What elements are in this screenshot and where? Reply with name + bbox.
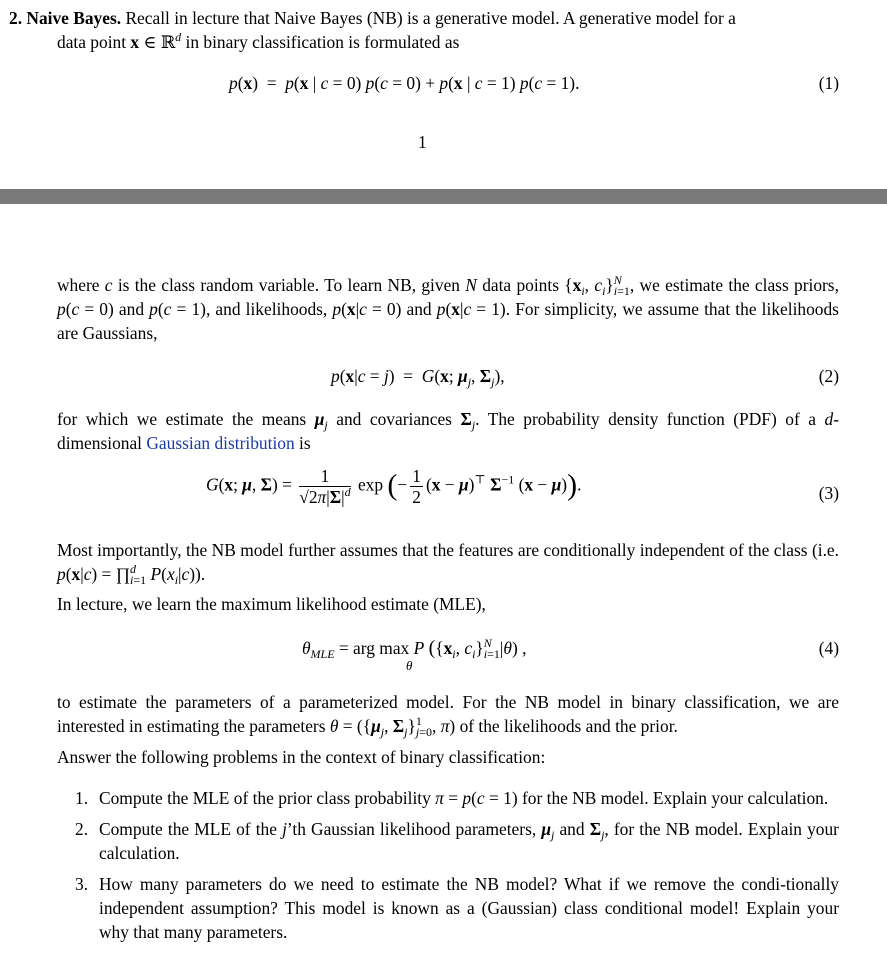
equation-4: $\theta_{MLE}$ = arg max P ({$x_i$, $c_i\}^N_{i=1}|\theta$) , θ — [302, 636, 527, 673]
question-list — [75, 786, 839, 944]
page-break-band — [0, 189, 887, 204]
equation-1-number: (1) — [818, 73, 839, 93]
intro-paragraph — [9, 6, 839, 30]
paragraph-means: for which we estimate the means $\mu_j$ and covariances $\Sigma_j$. The probability density function (PDF) of a d-dimensional Gaussian distribution is — [57, 409, 839, 453]
gaussian-distribution-link[interactable]: Gaussian distribution — [146, 433, 295, 453]
paragraph-mle: In lecture, we learn the maximum likelihood estimate (MLE), — [57, 594, 486, 614]
intro-line1: Recall in lecture that Naive Bayes (NB) is a generative model. A generative model for a — [125, 8, 736, 28]
paragraph-independence: Most importantly, the NB model further assumes that the features are conditionally independent of the class (i.e. p(x|c) = ∏$^d_{i=1}$ $P(x_i|c)$). — [57, 540, 839, 587]
equation-2: p(x|c = j) = G(x; $\mu_j$, $\Sigma_j$), — [331, 366, 505, 389]
equation-4-number: (4) — [818, 638, 839, 658]
paragraph-parameters: to estimate the parameters of a parameterized model. For the NB model in binary classification, we are interested in estimating the parameters $\theta = (\{\mu_j$, $\Sigma_j\}^1_{j=0}$, π) of the likelihoods and the prior. — [57, 692, 839, 739]
problem-heading: 2. Naive Bayes. — [9, 8, 122, 28]
list-item: 1. Compute the MLE of the prior class probability π = p(c = 1) for the NB model. Explain your calculation. — [75, 788, 829, 808]
page-number: 1 — [418, 132, 427, 152]
equation-1: p(x) = p(x | c = 0) p(c = 0) + p(x | c = 1) p(c = 1). — [229, 73, 580, 93]
equation-3-number: (3) — [818, 483, 839, 503]
list-item: 3. How many parameters do we need to estimate the NB model? What if we remove the condi-tionally independent assumption? This model is known as a (Gaussian) class conditional model! Explain your why that many parameters. — [75, 874, 839, 942]
equation-3: G(x; μ, Σ) = $\frac{1}{√2\pi|\Sigma|^d}$ exp (− $\frac{1}{2}$ (x − μ)⊤ $\Sigma^{-1}$ (x − μ)). — [206, 466, 582, 507]
paragraph-answer: Answer the following problems in the context of binary classification: — [57, 747, 546, 767]
paragraph-where: where c is the class random variable. To learn NB, given N data points {$x_i$, $c_i\}^N_{i=1}$, we estimate the class priors, p(c = 0) and p(c = 1), and likelihoods, p(x|c = 0) and p(x|c = 1). For simplicity, we assume that the likelihoods are Gaussians, — [57, 273, 839, 343]
equation-2-number: (2) — [818, 366, 839, 386]
intro-line2: data point x ∈ ℝ$^d$ in binary classification is formulated as — [57, 30, 460, 52]
list-item: 2. Compute the MLE of the j’th Gaussian likelihood parameters, $\mu_j$ and $\Sigma_j$, for the NB model. Explain your calculation. — [75, 819, 839, 863]
